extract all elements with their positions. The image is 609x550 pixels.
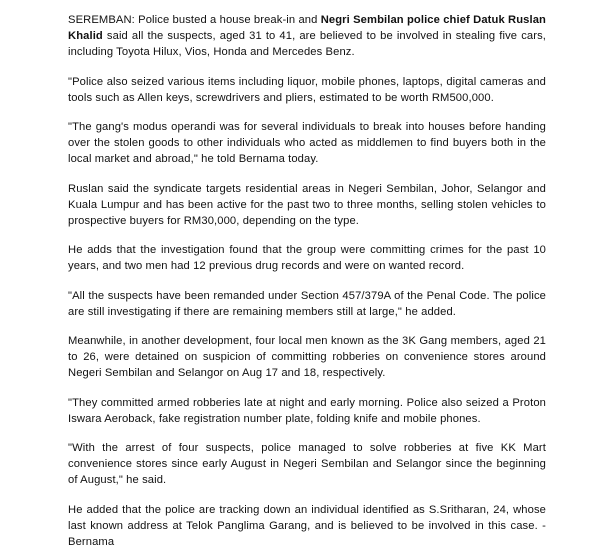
article-paragraph xyxy=(68,74,546,106)
article-paragraph xyxy=(68,502,546,550)
article-paragraph xyxy=(68,333,546,382)
paragraph-text: SEREMBAN: Police busted a house break-in and xyxy=(68,14,321,26)
article-paragraph xyxy=(68,440,546,489)
article-paragraph xyxy=(68,288,546,320)
article-paragraph xyxy=(68,181,546,230)
article-paragraph xyxy=(68,242,546,274)
paragraph-text: Meanwhile, in another development, four local men known as the 3K Gang members, aged 21 to 26, were detained on suspicion of committing robberies on convenience stores around Negeri Sembilan and Selangor on Aug 17 and 18, respectively. xyxy=(68,335,546,380)
article-paragraph xyxy=(68,119,546,168)
paragraph-text: "Police also seized various items including liquor, mobile phones, laptops, digital cameras and tools such as Allen keys, screwdrivers and pliers, estimated to be worth RM500,000. xyxy=(68,75,546,104)
article-paragraph xyxy=(68,395,546,427)
paragraph-text: "They committed armed robberies late at night and early morning. Police also seized a Proton Iswara Aeroback, fake registration number plate, folding knife and mobile phones. xyxy=(68,396,546,425)
paragraph-text: "With the arrest of four suspects, police managed to solve robberies at five KK Mart convenience stores since early August in Negeri Sembilan and Selangor since the beginning of August," he said. xyxy=(68,442,546,487)
paragraph-text: He added that the police are tracking down an individual identified as S.Sritharan, 24, whose last known address at Telok Panglima Garang, and is believed to be involved in this case. - Bernama xyxy=(68,503,546,549)
paragraph-text: He adds that the investigation found that the group were committing crimes for the past 10 years, and two men had 12 previous drug records and were on wanted record. xyxy=(68,244,546,273)
article-paragraph xyxy=(68,12,546,61)
paragraph-text: said all the suspects, aged 31 to 41, are believed to be involved in stealing five cars, including Toyota Hilux, Vios, Honda and Mercedes Benz. xyxy=(68,30,546,59)
emphasized-text: Negri Sembilan police chief Datuk Ruslan Khalid xyxy=(68,14,546,43)
paragraph-text: "The gang's modus operandi was for several individuals to break into houses before handing over the stolen goods to other individuals who acted as middlemen to find buyers both in the local market and abroad," he told Bernama today. xyxy=(68,121,546,166)
paragraph-text: Ruslan said the syndicate targets residential areas in Negeri Sembilan, Johor, Selangor and Kuala Lumpur and has been active for the past two to three months, selling stolen vehicles to prospective buyers for RM30,000, depending on the type. xyxy=(68,182,546,228)
paragraph-text: "All the suspects have been remanded under Section 457/379A of the Penal Code. The police are still investigating if there are remaining members still at large," he added. xyxy=(68,289,546,318)
